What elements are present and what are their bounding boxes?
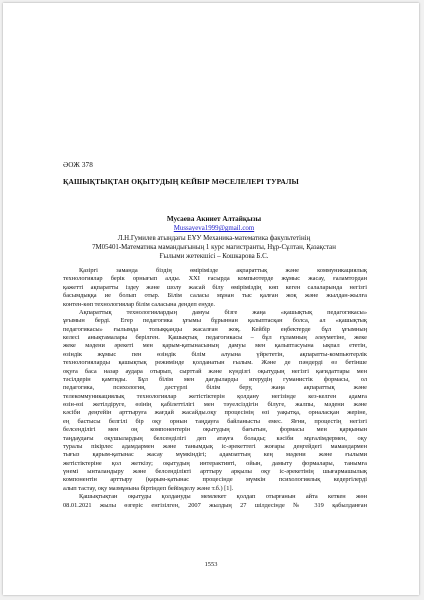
body-line: Қазіргі заманда біздің өміріміздe ақпараттық және коммуникациялық	[79, 267, 367, 274]
body-line: тығыз қарым-қатынас жасау мүмкіндігі; адамзаттың кең мәдени және ғылыми	[63, 451, 367, 459]
body-line: тәсілдерін қамтиды. Бұл білім мен дағдыларды игерудің гуманистік формасы, ол	[63, 375, 367, 383]
body-line: қажетті ақпаратты іздеу және шолу жасай білу өміріміздің көп кеген салаларында негізгі	[63, 283, 367, 291]
body-line: басымдыққа ие болып отыр. Білім саласы мұнан тыс қалған жоқ және жылдан-жылға	[63, 292, 367, 300]
article-title: ҚАШЫҚТЫҚТАН ОҚЫТУДЫҢ КЕЙБІР МӘСЕЛЕЛЕРІ ТУРАЛЫ	[63, 177, 299, 186]
body-line: таңдаудағы оқушылардың белсенділігі деп атауға болады; кәсіби мұғалімдермен, оқу	[63, 434, 367, 442]
article-body	[63, 267, 367, 510]
body-line: технологиялар берік орнығып алды. XXI ғасырда компьютерде жұмыс жасау, ғаламтордан	[63, 275, 367, 283]
body-line: педагогикасы» ғылымда толыққанды жасалған жоқ. Кейбір еңбектерде бұл ұғымның	[63, 325, 367, 333]
udc-code: ӘОЖ 378	[63, 161, 93, 169]
body-line: Ақпараттық технологиялардың дамуы бізге жаңа «қашықтық педагогикасы»	[79, 308, 367, 316]
author-info	[63, 215, 365, 261]
body-line: 08.01.2021 жылы өзгеріс енгізілген, 2007 жылдың 27 шілдесінде № 319 қабылданған	[63, 501, 367, 509]
body-line: үнемі ынталандыру және белсенділікті арттыру арқылы оқу іс-әрекетінің шығармашылық	[63, 468, 367, 475]
body-line: белсенділігі мен оң компонентерін оқытудың бағытын, формасы мен қарқынын	[63, 426, 367, 434]
affiliation-line: Л.Н.Гумилев атындағы ЕҰУ Механика-математика факультетінің	[117, 234, 311, 242]
body-line: оқуға баса назар аудара отырып, сырттай және күндізгі оқытудың негізгі қағидаттары мен	[63, 367, 367, 375]
body-line: компонентін арттыру (қарым-қатынас процесінде мүмкін психологиялық кедергілерді	[63, 476, 367, 484]
body-line: ұғымын берді. Егер педагогика ұғымы бұрыннан қалыптасқан болса, ал «қашықтық	[63, 317, 367, 325]
body-line: ең бастысы белгілі бір оқу орнын таңдауға байланысты емес. Яғни, процестің негізгі	[63, 417, 367, 425]
body-line: жетістіктеріне қол жеткізу; оқытудың интерактивті, ойын, дамыту формалары, танымға	[63, 459, 367, 467]
page-number: 1553	[204, 561, 218, 568]
body-line: өзін-өзі жетілдіруге, өзінің қабілеттілігі мен тәуелсіздігін білуге, жалпы, мәдени және	[63, 401, 367, 408]
body-line: туралы пікірлес адамдармен және танымдық іс-әрекеттегі жоғары деңгейдегі мамандармен	[63, 442, 367, 450]
body-line: контен-көп технологиялар білім саласына дендеп енуде.	[63, 300, 216, 308]
body-line: Қашықтықтан оқытуды қолдануды мемлекет қолдап отырғанын айта кеткен жөн	[79, 493, 367, 501]
body-line: жеке мәдени әрекеті мен қарым-қатынасының дамуы мен қалыптасуына ықпал ететін,	[63, 342, 367, 350]
body-line: кәсіби деңгейін арттыруға жағдай жасайды.оқу процесінің өзі уақытқа, орналасқан жеріне,	[63, 409, 367, 417]
affiliation-line: 7М05401-Математика мамандығының 1 курс магистранты, Нұр-Сұлтан, Қазақстан	[92, 243, 336, 251]
body-line: келесі анықтамалары берілген. Қашықтық педагогикасы – бұл ғұламның әлеуметіне, жеке	[63, 334, 367, 341]
document-page	[3, 3, 419, 595]
author-name: Мусаева Акниет Алтайқызы	[166, 215, 262, 223]
body-line: педагогика, психология, дәстүрлі білім беру, жаңа ақпараттық және	[63, 384, 367, 392]
author-email-link[interactable]: Mussayeva1999@gmail.com	[173, 225, 255, 233]
body-line: өзіндік жұмыс пен өзіндік білім алуына үйрететін, ақпаратты-компьютерлік	[63, 350, 367, 358]
body-line: технологияларды қашықтық режимінде қолданатын ғылым. Және де пәндерді өз бетінше	[63, 359, 367, 367]
supervisor-line: Ғылыми жетекшісі – Кошкарова Б.С.	[159, 253, 269, 261]
body-line: телекоммуникациялық технологиялар жетістіктерін қолдану негізінде кез-келген адамға	[63, 392, 367, 400]
body-line: алып тастау, оқу мазмұнына біртіндеп бейімделу және т.б.) [1].	[63, 484, 234, 492]
